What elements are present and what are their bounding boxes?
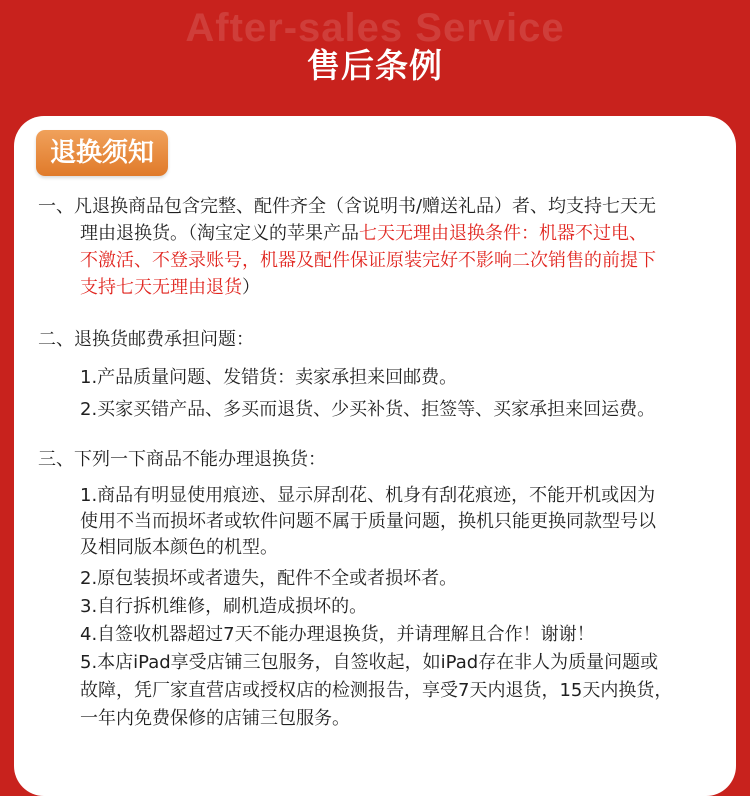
section2-heading: 二、退换货邮费承担问题： [38,329,254,350]
header-english-watermark: After-sales Service [185,6,565,50]
section1-line4 [80,276,260,300]
section3-item1-line2: 使用不当而损坏者或软件问题不属于质量问题，换机只能更换同款型号以 [80,511,656,532]
section1-line1: 一、凡退换商品包含完整、配件齐全（含说明书/赠送礼品）者、均支持七天无 [38,196,657,217]
policy-content [14,116,736,796]
section1-line2 [80,222,647,246]
section3-item5-line3: 一年内免费保修的店铺三包服务。 [80,708,350,729]
section3-heading: 三、下列一下商品不能办理退换货： [38,449,326,470]
after-sales-card [14,116,736,796]
return-notice-badge: 退换须知 [36,130,168,176]
section3-item1-line1: 1.商品有明显使用痕迹、显示屏刮花、机身有刮花痕迹，不能开机或因为 [80,485,656,506]
section2-item2: 2.买家买错产品、多买而退货、少买补货、拒签等、买家承担来回运费。 [80,399,656,420]
section3-item4: 4.自签收机器超过7天不能办理退换货，并请理解且合作！谢谢！ [80,624,595,645]
section3-item2: 2.原包装损坏或者遗失，配件不全或者损坏者。 [80,568,458,589]
section1-line4-highlight: 支持七天无理由退货 [80,277,242,298]
page-title: 售后条例 [307,46,443,85]
section3-item1-line3: 及相同版本颜色的机型。 [80,537,278,558]
section1-line2-normal: 理由退换货。（淘宝定义的苹果产品 [80,223,359,244]
section2-item1: 1.产品质量问题、发错货：卖家承担来回邮费。 [80,367,458,388]
section3-item5-line1: 5.本店iPad享受店铺三包服务，自签收起，如iPad存在非人为质量问题或 [80,652,659,673]
section3-item5-line2: 故障，凭厂家直营店或授权店的检测报告，享受7天内退货，15天内换货， [80,680,673,701]
section1-line2-highlight: 七天无理由退换条件：机器不过电、 [359,223,647,244]
section1-line4-normal: ） [242,277,260,298]
section1-line3: 不激活、不登录账号，机器及配件保证原装完好不影响二次销售的前提下 [80,250,656,271]
section3-item3: 3.自行拆机维修，刷机造成损坏的。 [80,596,368,617]
